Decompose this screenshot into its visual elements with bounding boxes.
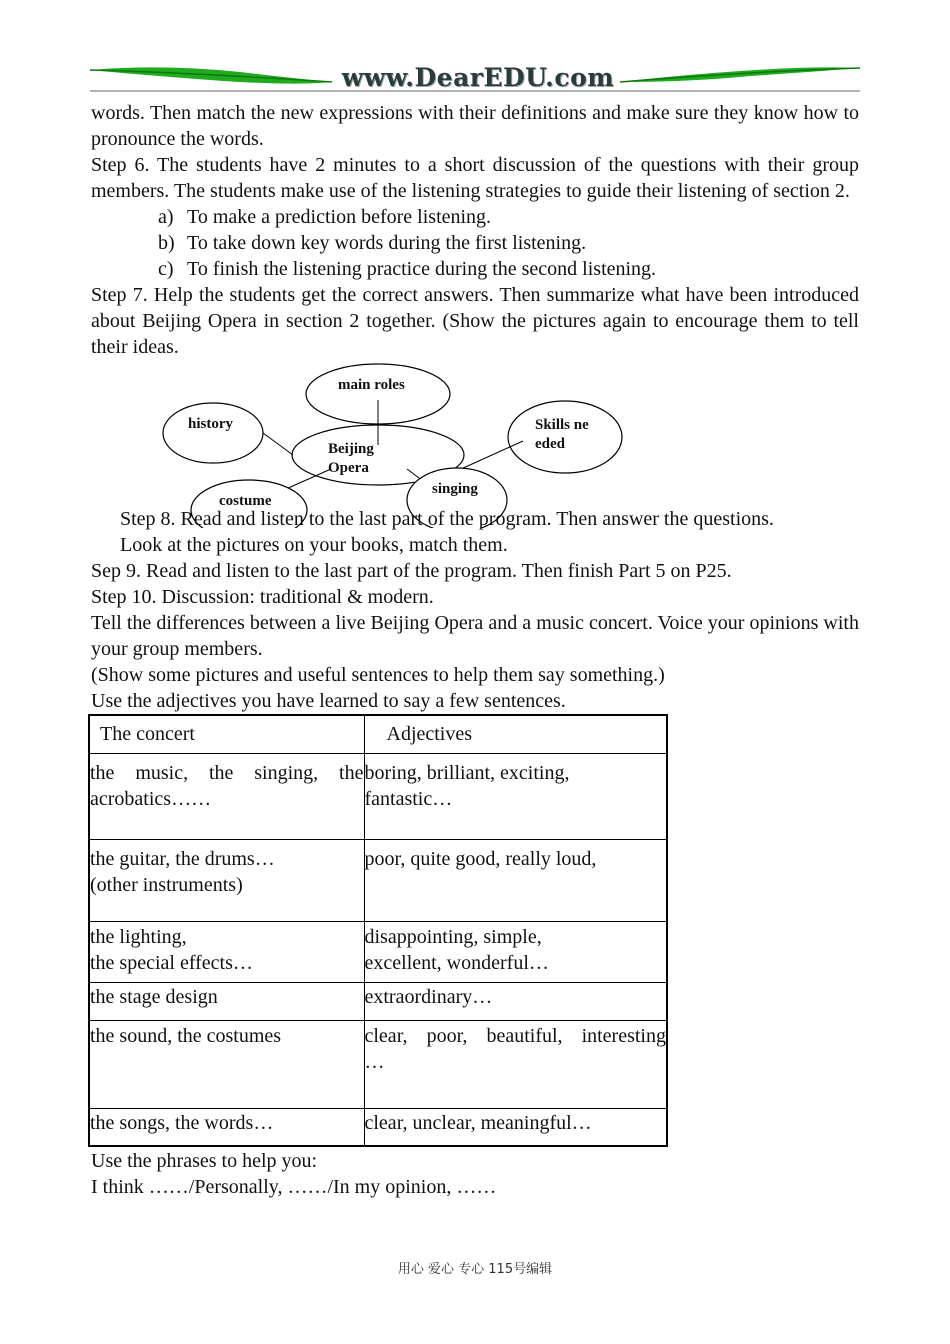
cell-line: poor, quite good, really loud, bbox=[364, 847, 597, 870]
table-cell bbox=[364, 982, 667, 1020]
table-row bbox=[89, 921, 667, 982]
adjectives-table bbox=[88, 714, 668, 1147]
table-header-cell: The concert bbox=[89, 715, 364, 753]
paragraph-use-adjectives: Use the adjectives you have learned to say a few sentences. bbox=[91, 690, 566, 712]
label-skills: Skills needed bbox=[535, 417, 589, 452]
page-footer: 用心 爱心 专心 115号编辑 bbox=[397, 1262, 553, 1277]
cell-line: the special effects… bbox=[90, 951, 253, 974]
label-costume: costume bbox=[219, 493, 272, 509]
step6-list bbox=[91, 204, 859, 282]
cell-line: excellent, wonderful… bbox=[364, 951, 549, 974]
table-cell bbox=[89, 839, 364, 921]
list-marker: a) bbox=[158, 206, 174, 228]
site-url: www.DearEDU.com bbox=[341, 63, 615, 92]
table-cell bbox=[364, 839, 667, 921]
table-cell bbox=[364, 1020, 667, 1108]
document-body bbox=[91, 100, 859, 1200]
cell-line: fantastic… bbox=[364, 787, 453, 810]
table-cell bbox=[89, 921, 364, 982]
list-item bbox=[91, 230, 859, 256]
cell-line: (other instruments) bbox=[90, 873, 243, 896]
cell-line: the stage design bbox=[90, 985, 218, 1008]
paragraph-step9: Sep 9. Read and listen to the last part of the program. Then finish Part 5 on P25. bbox=[91, 560, 732, 582]
table-cell bbox=[89, 753, 364, 839]
table-cell bbox=[364, 1108, 667, 1146]
step8-line1: Step 8. Read and listen to the last part of the program. Then answer the questions. bbox=[120, 508, 774, 530]
table-cell bbox=[89, 1020, 364, 1108]
label-beijing-opera: Beijing Opera bbox=[328, 441, 374, 476]
table-row bbox=[89, 1020, 667, 1108]
beijing-opera-mindmap bbox=[91, 362, 859, 528]
table-cell bbox=[89, 982, 364, 1020]
cell-line: clear, poor, beautiful, interesting bbox=[364, 1024, 666, 1047]
cell-line: the lighting, bbox=[90, 925, 187, 948]
table-cell bbox=[364, 753, 667, 839]
paragraph-continuation: words. Then match the new expressions with their definitions and make sure they know how to pronounce the words. bbox=[91, 102, 859, 150]
cell-line: the sound, the costumes bbox=[90, 1024, 282, 1047]
paragraph-step7: Step 7. Help the students get the correct answers. Then summarize what have been introduced about Beijing Opera in section 2 together. (Show the pictures again to encourage them to tell their ideas. bbox=[91, 284, 859, 358]
cell-line: boring, brilliant, exciting, bbox=[364, 761, 570, 784]
cell-line: the music, the singing, the bbox=[90, 761, 364, 784]
site-header bbox=[90, 62, 860, 96]
paragraph-step8 bbox=[91, 506, 859, 558]
mindmap-shapes bbox=[91, 362, 859, 528]
table-header-row bbox=[89, 715, 667, 753]
label-main-roles: main roles bbox=[338, 377, 405, 393]
paragraph-show: (Show some pictures and useful sentences to help them say something.) bbox=[91, 664, 665, 686]
list-text: To take down key words during the first listening. bbox=[187, 232, 587, 254]
label-singing: singing bbox=[432, 481, 478, 497]
table-row bbox=[89, 839, 667, 921]
table-row bbox=[89, 753, 667, 839]
list-item bbox=[91, 204, 859, 230]
paragraph-step10: Step 10. Discussion: traditional & modern. bbox=[91, 586, 434, 608]
paragraph-phrases: I think ……/Personally, ……/In my opinion, …… bbox=[91, 1176, 497, 1198]
table-row bbox=[89, 982, 667, 1020]
cell-line: clear, unclear, meaningful… bbox=[364, 1111, 592, 1134]
cell-line: extraordinary… bbox=[364, 985, 493, 1008]
table-header-cell: Adjectives bbox=[364, 715, 667, 753]
cell-line: the songs, the words… bbox=[90, 1111, 274, 1134]
list-text: To make a prediction before listening. bbox=[187, 206, 492, 228]
list-item bbox=[91, 256, 859, 282]
table-cell bbox=[89, 1108, 364, 1146]
list-marker: b) bbox=[158, 232, 175, 254]
table-row bbox=[89, 1108, 667, 1146]
table-cell bbox=[364, 921, 667, 982]
cell-line: disappointing, simple, bbox=[364, 925, 542, 948]
label-history: history bbox=[188, 416, 233, 432]
list-marker: c) bbox=[158, 258, 174, 280]
step8-line2: Look at the pictures on your books, match them. bbox=[120, 534, 508, 556]
paragraph-use-phrases: Use the phrases to help you: bbox=[91, 1150, 318, 1172]
table-wrapper bbox=[91, 714, 859, 1148]
cell-line: … bbox=[364, 1050, 385, 1073]
list-text: To finish the listening practice during the second listening. bbox=[187, 258, 657, 280]
cell-line: the guitar, the drums… bbox=[90, 847, 275, 870]
paragraph-tell: Tell the differences between a live Beijing Opera and a music concert. Voice your opinions with your group members. bbox=[91, 612, 859, 660]
paragraph-step6: Step 6. The students have 2 minutes to a short discussion of the questions with their group members. The students make use of the listening strategies to guide their listening of section 2. bbox=[91, 154, 859, 202]
cell-line: acrobatics…… bbox=[90, 787, 212, 810]
